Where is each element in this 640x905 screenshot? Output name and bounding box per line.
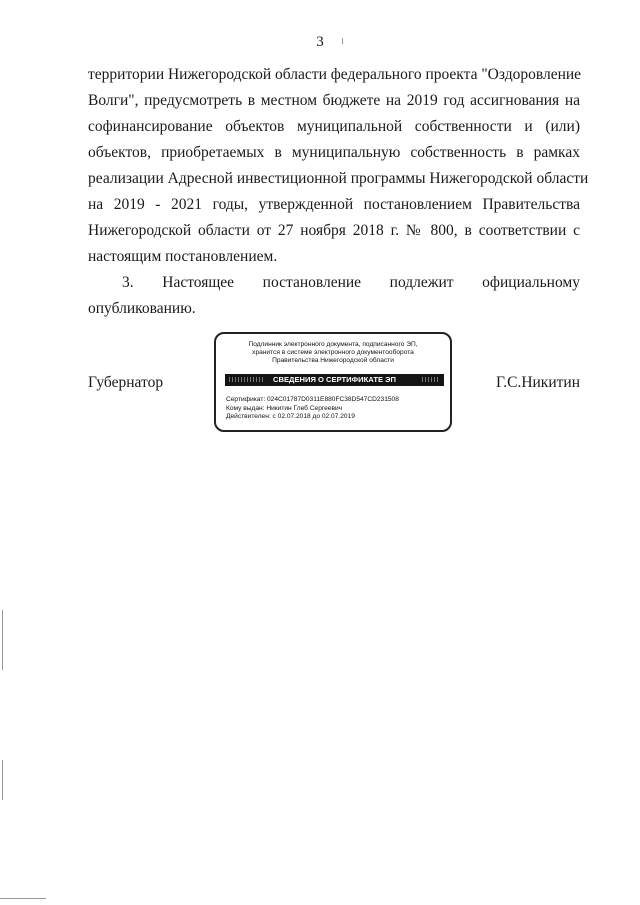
stamp-notice-line: хранится в системе электронного документооборота (252, 349, 414, 356)
stamp-banner-text: СВЕДЕНИЯ О СЕРТИФИКАТЕ ЭП (273, 375, 396, 384)
page-number: 3 (316, 34, 324, 50)
scan-artifact (2, 610, 3, 670)
stamp-details (226, 396, 399, 422)
body-text-line: реализации Адресной инвестиционной программы Нижегородской области (88, 170, 589, 187)
body-text-line: Волги", предусмотреть в местном бюджете на 2019 год ассигнования на (88, 92, 580, 109)
issued-to-row (226, 405, 399, 414)
stamp-notice-line: Подлинник электронного документа, подписанного ЭП, (248, 341, 418, 348)
body-text-line: территории Нижегородской области федерального проекта "Оздоровление (88, 66, 582, 83)
body-text-line: софинансирование объектов муниципальной собственности и (или) (88, 118, 580, 135)
valid-value: с 02.07.2018 до 02.07.2019 (272, 413, 355, 420)
certificate-row (226, 396, 399, 405)
electronic-signature-stamp (214, 332, 452, 432)
certificate-value: 024C01787D0311E880FC38D547CD231508 (267, 396, 399, 403)
scan-artifact (2, 760, 3, 800)
issued-to-value: Никитин Глеб Сергеевич (266, 404, 343, 412)
scan-artifact (0, 898, 46, 899)
stamp-notice-line: Правительства Нижегородской области (272, 357, 394, 364)
scan-artifact (342, 38, 343, 44)
signatory-name: Г.С.Никитин (496, 374, 580, 391)
issued-to-label: Кому выдан: (226, 404, 265, 412)
body-text-line: настоящим постановлением. (88, 248, 278, 265)
body-text-line: Нижегородской области от 27 ноября 2018 г. № 800, в соответствии с (88, 222, 580, 239)
banner-noise (422, 377, 440, 382)
banner-noise (229, 377, 263, 382)
stamp-notice (216, 341, 450, 365)
body-text-line: на 2019 - 2021 годы, утвержденной постановлением Правительства (88, 196, 580, 213)
certificate-label: Сертификат: (226, 396, 266, 403)
valid-label: Действителен: (226, 413, 271, 420)
body-text-line: опубликованию. (88, 300, 196, 317)
body-text-line: объектов, приобретаемых в муниципальную собственность в рамках (88, 144, 580, 161)
body-text-line: 3. Настоящее постановление подлежит официальному (122, 274, 580, 291)
signatory-title: Губернатор (88, 374, 164, 391)
stamp-banner (225, 374, 444, 386)
valid-row (226, 413, 399, 422)
